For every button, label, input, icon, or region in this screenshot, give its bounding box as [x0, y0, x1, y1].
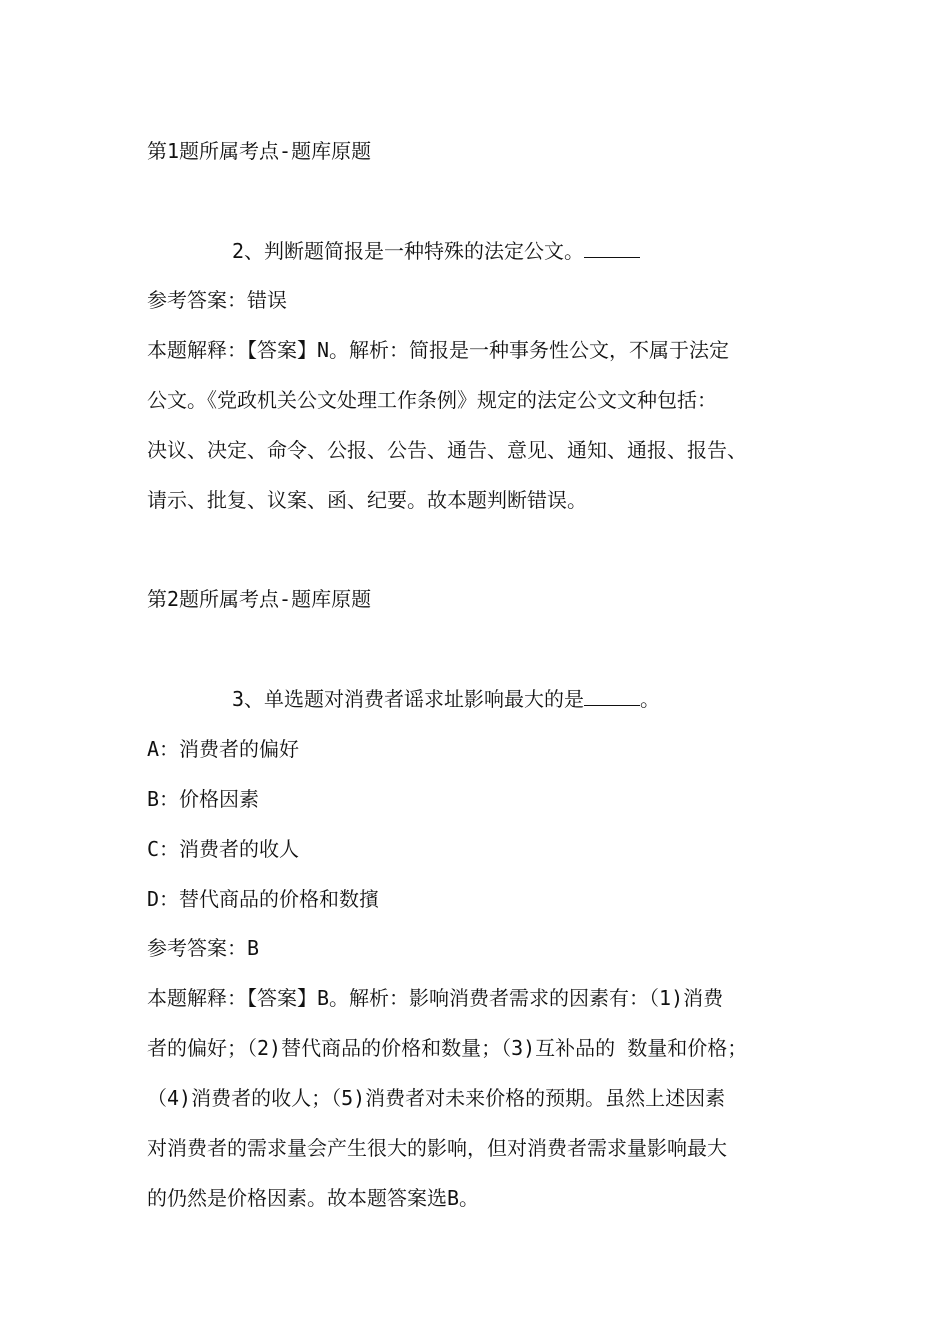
question-2-explanation-line-2: 公文。《党政机关公文处理工作条例》规定的法定公文文种包括： — [147, 388, 717, 412]
option-b: B：价格因素 — [147, 787, 260, 811]
section-2-source: 第2题所属考点-题库原题 — [147, 587, 372, 611]
answer-blank — [584, 239, 640, 258]
question-3-text: 3、单选题对消费者谣求址影响最大的是 — [232, 687, 585, 711]
question-2-explanation-line-3: 决议、决定、命令、公报、公告、通告、意见、通知、通报、报告、 — [147, 438, 747, 462]
option-c: C：消费者的收人 — [147, 837, 300, 861]
question-2-answer: 参考答案：错误 — [147, 288, 287, 312]
question-3-explanation-line-5: 的仍然是价格因素。故本题答案选B。 — [147, 1186, 480, 1210]
question-2-explanation-line-1: 本题解释：【答案】N。解析：简报是一种事务性公文，不属于法定 — [147, 338, 730, 362]
section-1-source: 第1题所属考点-题库原题 — [147, 139, 372, 163]
question-3-explanation-line-4: 对消费者的需求量会产生很大的影响，但对消费者需求量影响最大 — [147, 1136, 727, 1160]
option-d: D：替代商品的价格和数擯 — [147, 887, 380, 911]
question-3-explanation-line-1: 本题解释：【答案】B。解析：影响消费者需求的因素有：（1)消费 — [147, 986, 724, 1010]
question-3-explanation-line-3: （4)消费者的收人；（5)消费者对未来价格的预期。虽然上述因素 — [147, 1086, 726, 1110]
question-2-explanation-line-4: 请示、批复、议案、函、纪要。故本题判断错误。 — [147, 488, 587, 512]
question-2-text: 2、判断题简报是一种特殊的法定公文。 — [232, 239, 585, 263]
question-3-explanation-line-2: 者的偏好；（2)替代商品的价格和数量；（3)互补品的 数量和价格； — [147, 1036, 748, 1060]
question-3-text-tail: 。 — [640, 687, 661, 711]
question-3-title — [232, 685, 660, 713]
question-3-answer: 参考答案：B — [147, 936, 260, 960]
option-a: A：消费者的偏好 — [147, 737, 300, 761]
answer-blank — [584, 687, 640, 706]
question-2-title — [232, 237, 640, 265]
